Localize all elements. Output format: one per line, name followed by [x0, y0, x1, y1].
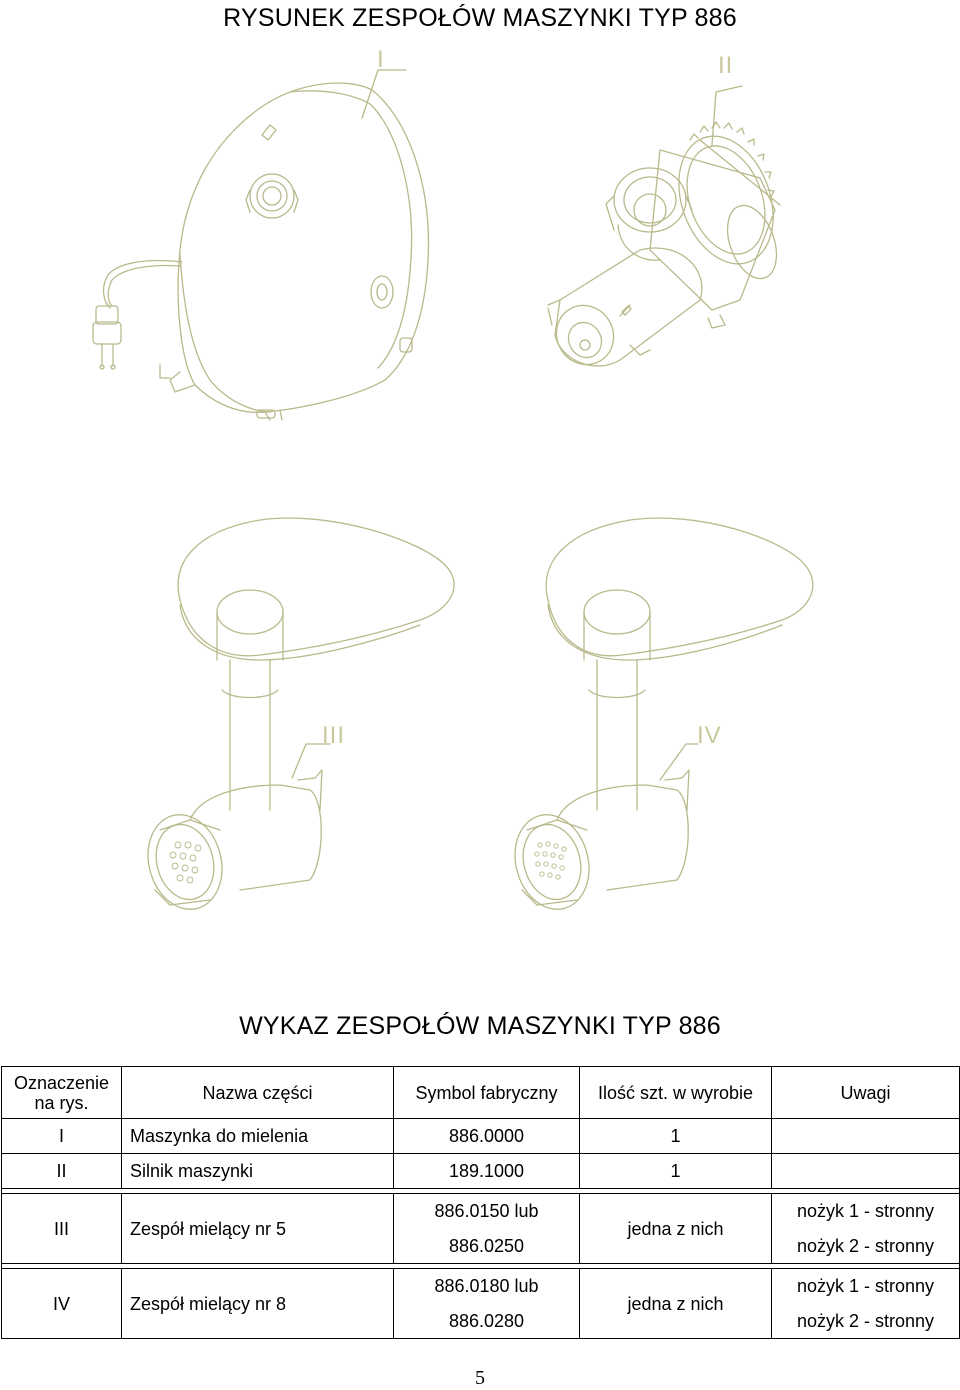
header-uwagi: Uwagi — [772, 1067, 960, 1119]
cell-uwagi — [772, 1119, 960, 1154]
cell-nazwa: Silnik maszynki — [122, 1154, 394, 1189]
cell-ilosc: 1 — [580, 1154, 772, 1189]
table-row — [2, 1269, 960, 1304]
drawing-unit-grinder-8 — [505, 518, 813, 918]
section-title: WYKAZ ZESPOŁÓW MASZYNKI TYP 886 — [239, 1012, 721, 1040]
cell-ilosc: jedna z nich — [580, 1194, 772, 1264]
cell-uwagi — [772, 1154, 960, 1189]
cell-uwagi: nożyk 2 - stronny — [772, 1304, 960, 1339]
parts-table — [1, 1066, 960, 1339]
table-row — [2, 1194, 960, 1229]
cell-symbol: 189.1000 — [394, 1154, 580, 1189]
cell-symbol: 886.0280 — [394, 1304, 580, 1339]
drawing-unit-motor — [546, 86, 790, 375]
table-row — [2, 1154, 960, 1189]
cell-ilosc: jedna z nich — [580, 1269, 772, 1339]
drawing-unit-grinder-5 — [138, 518, 454, 918]
cell-nazwa: Zespół mielący nr 5 — [122, 1194, 394, 1264]
header-nazwa: Nazwa części — [122, 1067, 394, 1119]
table-row — [2, 1119, 960, 1154]
page-title: RYSUNEK ZESPOŁÓW MASZYNKI TYP 886 — [223, 4, 737, 32]
cell-nazwa: Zespół mielący nr 8 — [122, 1269, 394, 1339]
cell-uwagi: nożyk 1 - stronny — [772, 1269, 960, 1304]
cell-oznaczenie: III — [2, 1194, 122, 1264]
table-header-row — [2, 1067, 960, 1119]
cell-symbol: 886.0180 lub — [394, 1269, 580, 1304]
drawing-unit-grinder — [93, 70, 428, 420]
label-II: II — [718, 52, 734, 79]
label-III: III — [322, 722, 346, 749]
label-IV: IV — [697, 722, 722, 749]
cell-nazwa: Maszynka do mielenia — [122, 1119, 394, 1154]
cell-uwagi: nożyk 1 - stronny — [772, 1194, 960, 1229]
cell-symbol: 886.0250 — [394, 1229, 580, 1264]
cell-oznaczenie: I — [2, 1119, 122, 1154]
header-symbol: Symbol fabryczny — [394, 1067, 580, 1119]
cell-symbol: 886.0000 — [394, 1119, 580, 1154]
cell-uwagi: nożyk 2 - stronny — [772, 1229, 960, 1264]
header-ilosc: Ilość szt. w wyrobie — [580, 1067, 772, 1119]
label-I: I — [377, 46, 385, 73]
cell-oznaczenie: II — [2, 1154, 122, 1189]
page-number: 5 — [475, 1367, 485, 1389]
header-oznaczenie: Oznaczenie na rys. — [2, 1067, 122, 1119]
cell-ilosc: 1 — [580, 1119, 772, 1154]
cell-symbol: 886.0150 lub — [394, 1194, 580, 1229]
cell-oznaczenie: IV — [2, 1269, 122, 1339]
